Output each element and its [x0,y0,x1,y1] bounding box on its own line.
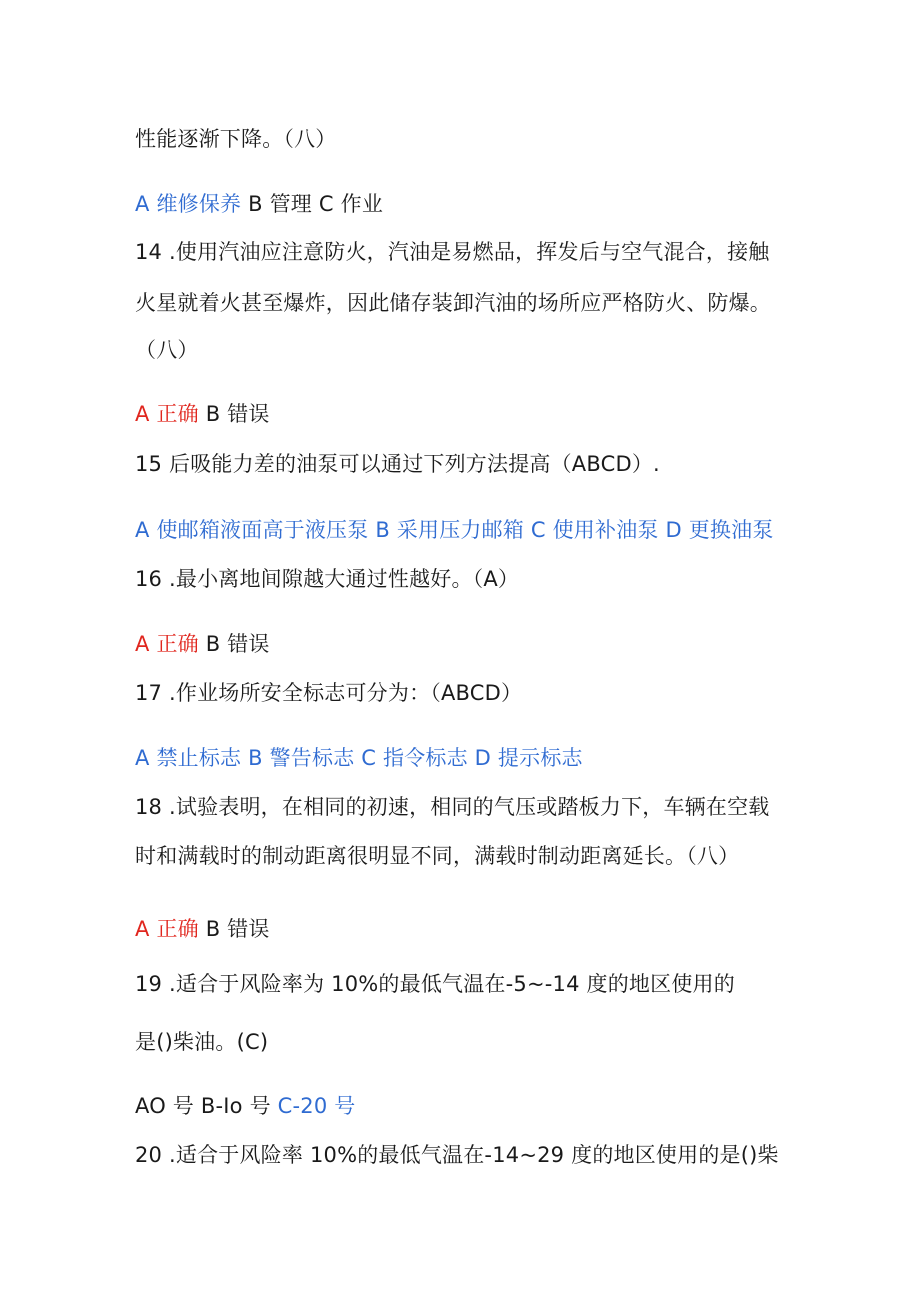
question-18-line-1 [135,792,769,822]
answer-line-q13 [135,189,383,219]
text-segment: （八） [135,338,199,362]
text-segment: 17 .作业场所安全标志可分为：（ABCD） [135,681,523,705]
answer-options: B 错误 [205,917,270,941]
text-segment: 19 .适合于风险率为 10%的最低气温在-5~-14 度的地区使用的 [135,972,735,996]
answer-line-q14 [135,399,270,429]
text-segment: 是()柴油。(C) [135,1030,269,1054]
question-16 [135,564,519,594]
question-17 [135,678,522,708]
text-segment: 18 .试验表明，在相同的初速，相同的气压或踏板力下，车辆在空载 [135,795,770,819]
question-14-line-3 [135,335,199,365]
answer-line-q16 [135,629,270,659]
answer-option-highlight: A 正确 [135,402,206,426]
question-15 [135,449,660,479]
question-18-line-2 [135,841,739,871]
answer-option-highlight: A 正确 [135,632,206,656]
question-19-line-1 [135,969,735,999]
answer-options: B 错误 [205,402,270,426]
text-line-q13-end [135,124,337,154]
answer-options: B 错误 [205,632,270,656]
answer-line-q15 [135,515,774,545]
question-14-line-2 [135,288,771,318]
question-19-line-2 [135,1027,268,1057]
answer-option-highlight: A 正确 [135,917,206,941]
question-14-line-1 [135,237,769,267]
text-segment: 14 .使用汽油应注意防火，汽油是易燃品，挥发后与空气混合，接触 [135,240,770,264]
answer-line-q19 [135,1091,356,1121]
text-segment: 性能逐渐下降。（八） [135,127,337,151]
answer-options: B 管理 C 作业 [248,192,384,216]
answer-line-q17 [135,743,583,773]
question-20-line-1 [135,1140,779,1170]
answer-options: A 使邮箱液面高于液压泵 B 采用压力邮箱 C 使用补油泵 D 更换油泵 [135,518,774,542]
answer-options: A 禁止标志 B 警告标志 C 指令标志 D 提示标志 [135,746,583,770]
text-segment: 火星就着火甚至爆炸，因此储存装卸汽油的场所应严格防火、防爆。 [135,291,771,315]
answer-options: AO 号 B-Io 号 [135,1094,278,1118]
text-segment: 时和满载时的制动距离很明显不同，满载时制动距离延长。（八） [135,844,740,868]
answer-line-q18 [135,914,270,944]
text-segment: 20 .适合于风险率 10%的最低气温在-14~29 度的地区使用的是()柴 [135,1143,779,1167]
answer-option-highlight: A 维修保养 [135,192,249,216]
answer-option-highlight: C-20 号 [277,1094,356,1118]
text-segment: 15 后吸能力差的油泵可以通过下列方法提高（ABCD）. [135,452,660,476]
text-segment: 16 .最小离地间隙越大通过性越好。（A） [135,567,520,591]
